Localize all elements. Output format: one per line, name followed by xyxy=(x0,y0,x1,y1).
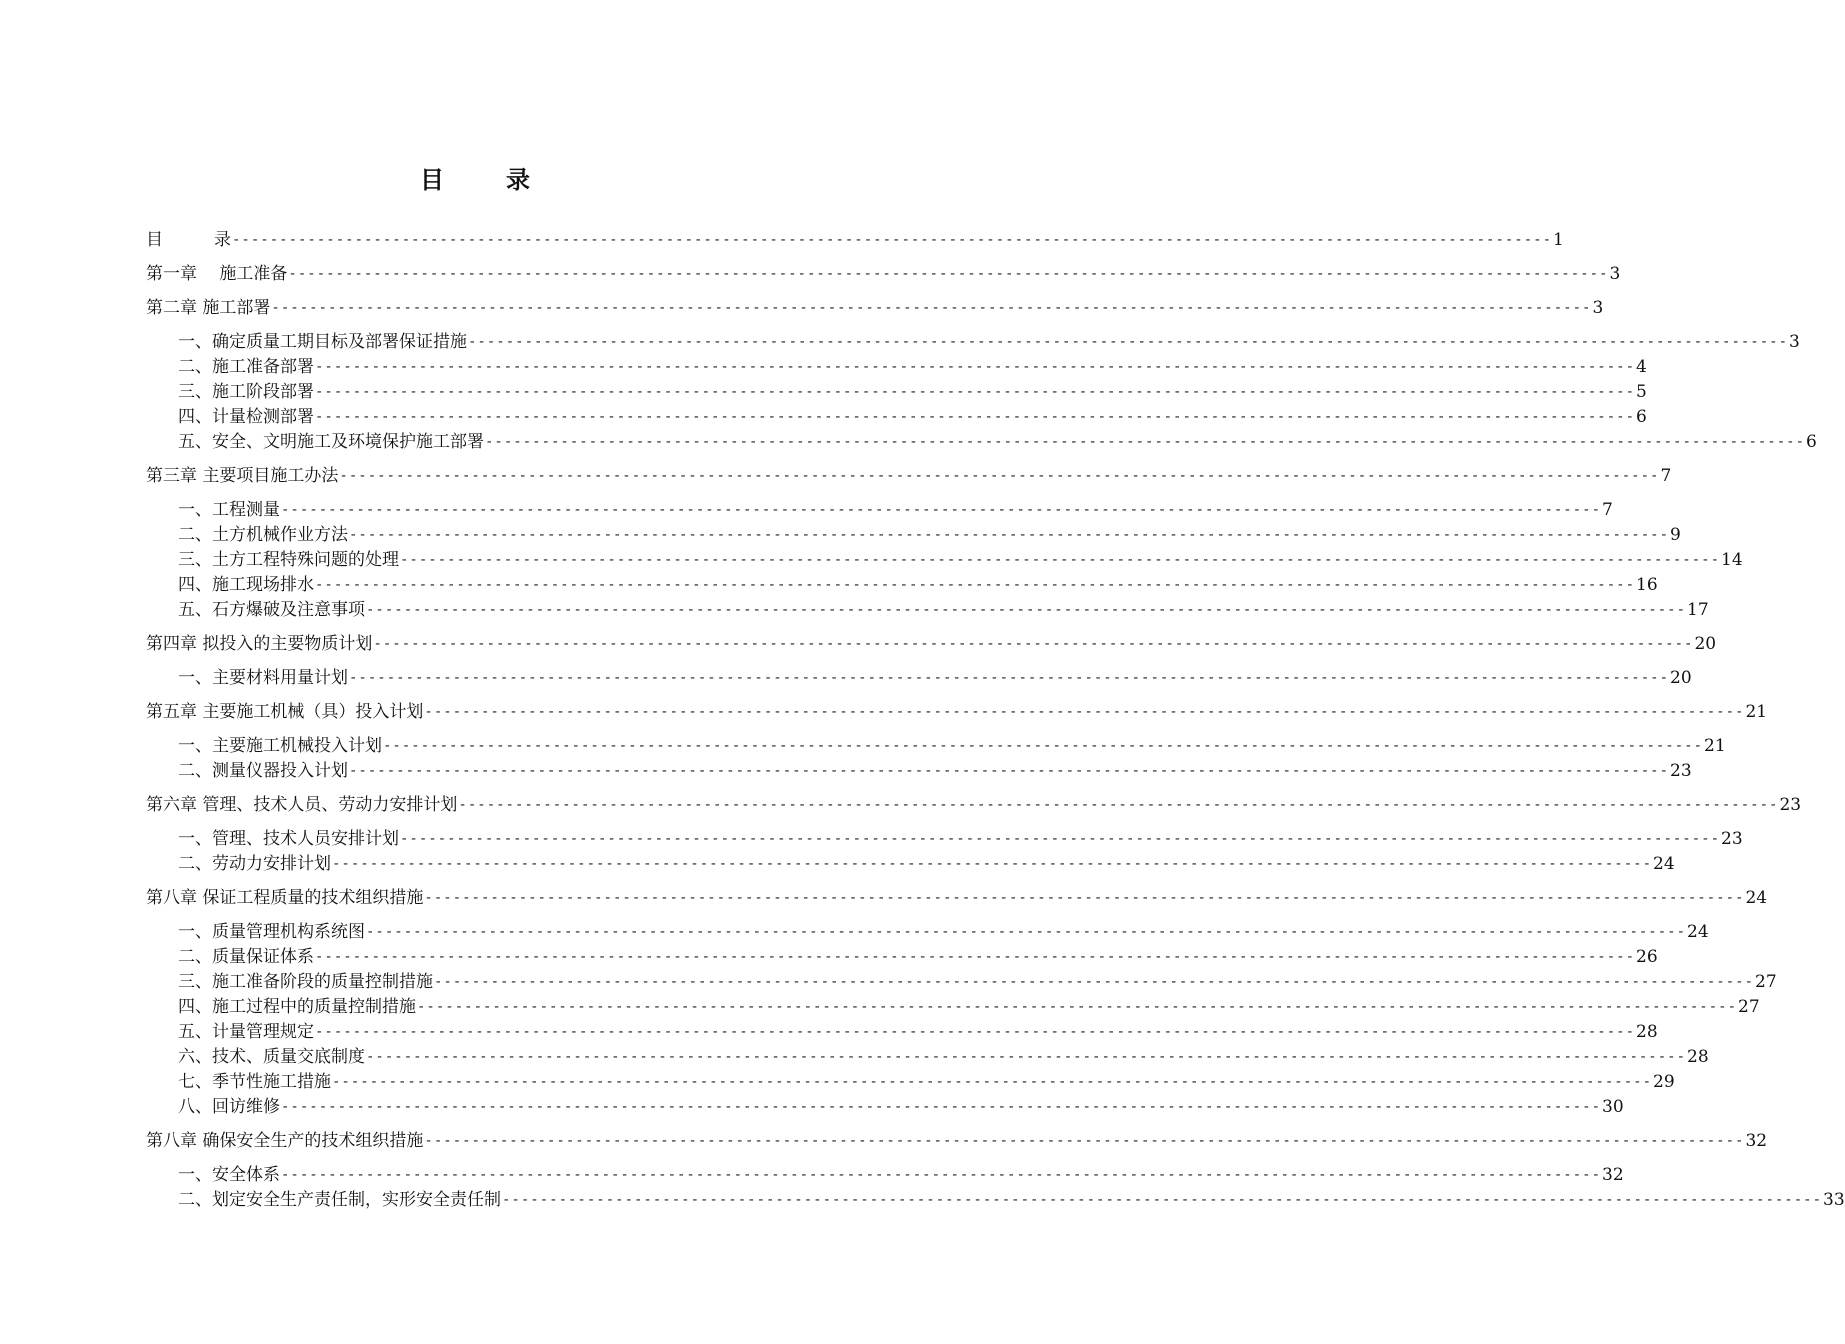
toc-section-entry[interactable] xyxy=(146,920,1709,945)
title-char-1: 目 xyxy=(420,166,444,194)
toc-page-number: 28 xyxy=(1636,1022,1658,1042)
toc-entry-label: 一、主要材料用量计划 xyxy=(178,668,348,688)
toc-entry-label: 二、劳动力安排计划 xyxy=(178,854,331,874)
toc-section-entry[interactable] xyxy=(146,1163,1624,1188)
dot-leader: -------------------------------------------------------------------------------------------------------------------------------------------- xyxy=(315,1024,1636,1040)
toc-page-number: 27 xyxy=(1755,972,1777,992)
toc-page-number: 7 xyxy=(1660,466,1672,486)
dot-leader: -------------------------------------------------------------------------------------------------------------------------------------------- xyxy=(281,1167,1602,1183)
toc-page-number: 6 xyxy=(1806,432,1817,452)
toc-entry-label: 一、安全体系 xyxy=(178,1165,280,1185)
toc-section-entry[interactable] xyxy=(146,355,1647,380)
toc-section-entry[interactable] xyxy=(146,1070,1675,1095)
dot-leader: -------------------------------------------------------------------------------------------------------------------------------------------- xyxy=(281,502,1602,518)
dot-leader: -------------------------------------------------------------------------------------------------------------------------------------------- xyxy=(332,1074,1653,1090)
dot-leader: -------------------------------------------------------------------------------------------------------------------------------------------- xyxy=(485,434,1806,450)
toc-section-entry[interactable] xyxy=(146,945,1658,970)
toc-page-number: 6 xyxy=(1636,407,1647,427)
toc-section-entry[interactable] xyxy=(146,827,1743,852)
toc-page-number: 28 xyxy=(1687,1047,1709,1067)
toc-page-number: 3 xyxy=(1789,332,1800,352)
toc-chapter-entry[interactable] xyxy=(146,262,1621,287)
toc-entry-label: 第八章 确保安全生产的技术组织措施 xyxy=(146,1131,424,1151)
dot-leader: -------------------------------------------------------------------------------------------------------------------------------------------- xyxy=(417,999,1738,1015)
toc-page-number: 30 xyxy=(1602,1097,1624,1117)
toc-page-number: 5 xyxy=(1636,382,1647,402)
dot-leader: -------------------------------------------------------------------------------------------------------------------------------------------- xyxy=(458,797,1779,813)
toc-page-number: 24 xyxy=(1687,922,1709,942)
toc-entry-label: 三、施工阶段部署 xyxy=(178,382,314,402)
dot-leader: -------------------------------------------------------------------------------------------------------------------------------------------- xyxy=(349,763,1670,779)
toc-section-entry[interactable] xyxy=(146,523,1681,548)
toc-entry-label: 五、计量管理规定 xyxy=(178,1022,314,1042)
toc-page-number: 7 xyxy=(1602,500,1613,520)
toc-page-number: 20 xyxy=(1670,668,1692,688)
toc-entry-label: 五、安全、文明施工及环境保护施工部署 xyxy=(178,432,484,452)
toc-entry-label: 一、工程测量 xyxy=(178,500,280,520)
toc-entry-label: 二、测量仪器投入计划 xyxy=(178,761,348,781)
dot-leader: -------------------------------------------------------------------------------------------------------------------------------------------- xyxy=(434,974,1755,990)
toc-entry-label: 第四章 拟投入的主要物质计划 xyxy=(146,634,373,654)
toc-page-number: 26 xyxy=(1636,947,1658,967)
toc-entry-label: 四、施工现场排水 xyxy=(178,575,314,595)
toc-page-number: 14 xyxy=(1721,550,1743,570)
toc-page-number: 33 xyxy=(1823,1190,1845,1210)
toc-section-entry[interactable] xyxy=(146,759,1692,784)
toc-section-entry[interactable] xyxy=(146,666,1692,691)
toc-entry-label: 一、管理、技术人员安排计划 xyxy=(178,829,399,849)
toc-entry-label: 六、技术、质量交底制度 xyxy=(178,1047,365,1067)
dot-leader: -------------------------------------------------------------------------------------------------------------------------------------------- xyxy=(332,856,1653,872)
toc-page-number: 23 xyxy=(1721,829,1743,849)
dot-leader: -------------------------------------------------------------------------------------------------------------------------------------------- xyxy=(315,359,1636,375)
toc-entry-label: 二、土方机械作业方法 xyxy=(178,525,348,545)
toc-entry-label: 五、石方爆破及注意事项 xyxy=(178,600,365,620)
toc-page-number: 32 xyxy=(1745,1131,1768,1151)
dot-leader: -------------------------------------------------------------------------------------------------------------------------------------------- xyxy=(366,1049,1687,1065)
toc-page-number: 23 xyxy=(1670,761,1692,781)
toc-page-number: 29 xyxy=(1653,1072,1675,1092)
toc-section-entry[interactable] xyxy=(146,1045,1709,1070)
dot-leader: -------------------------------------------------------------------------------------------------------------------------------------------- xyxy=(315,384,1636,400)
toc-section-entry[interactable] xyxy=(146,380,1647,405)
dot-leader: -------------------------------------------------------------------------------------------------------------------------------------------- xyxy=(315,577,1636,593)
toc-section-entry[interactable] xyxy=(146,598,1709,623)
dot-leader: -------------------------------------------------------------------------------------------------------------------------------------------- xyxy=(366,602,1687,618)
toc-entry-label: 四、计量检测部署 xyxy=(178,407,314,427)
dot-leader: -------------------------------------------------------------------------------------------------------------------------------------------- xyxy=(424,1133,1745,1149)
dot-leader: -------------------------------------------------------------------------------------------------------------------------------------------- xyxy=(349,670,1670,686)
toc-entry-label: 第三章 主要项目施工办法 xyxy=(146,466,339,486)
toc-page-number: 27 xyxy=(1738,997,1760,1017)
toc-entry-label: 二、质量保证体系 xyxy=(178,947,314,967)
toc-chapter-entry[interactable] xyxy=(146,793,1802,818)
dot-leader: -------------------------------------------------------------------------------------------------------------------------------------------- xyxy=(281,1099,1602,1115)
toc-section-entry[interactable] xyxy=(146,1095,1624,1120)
toc-page-number: 17 xyxy=(1687,600,1709,620)
dot-leader: -------------------------------------------------------------------------------------------------------------------------------------------- xyxy=(400,831,1721,847)
toc-page-number: 32 xyxy=(1602,1165,1624,1185)
toc-section-entry[interactable] xyxy=(146,852,1675,877)
toc-page-number: 16 xyxy=(1636,575,1658,595)
dot-leader: -------------------------------------------------------------------------------------------------------------------------------------------- xyxy=(502,1192,1823,1208)
toc-section-entry[interactable] xyxy=(146,498,1613,523)
toc-page-number: 23 xyxy=(1779,795,1802,815)
dot-leader: -------------------------------------------------------------------------------------------------------------------------------------------- xyxy=(383,738,1704,754)
toc-chapter-entry[interactable] xyxy=(146,296,1604,321)
toc-entry-label: 第五章 主要施工机械（具）投入计划 xyxy=(146,702,424,722)
toc-entry-label: 一、确定质量工期目标及部署保证措施 xyxy=(178,332,467,352)
toc-entry-label: 第六章 管理、技术人员、劳动力安排计划 xyxy=(146,795,458,815)
toc-section-entry[interactable] xyxy=(146,1020,1658,1045)
toc-entry-label: 一、质量管理机构系统图 xyxy=(178,922,365,942)
dot-leader: -------------------------------------------------------------------------------------------------------------------------------------------- xyxy=(366,924,1687,940)
toc-entry-label: 七、季节性施工措施 xyxy=(178,1072,331,1092)
toc-section-entry[interactable] xyxy=(146,330,1800,355)
toc-section-entry[interactable] xyxy=(146,734,1726,759)
toc-entry-label: 一、主要施工机械投入计划 xyxy=(178,736,382,756)
toc-entry-label: 四、施工过程中的质量控制措施 xyxy=(178,997,416,1017)
toc-chapter-entry[interactable] xyxy=(146,228,1564,253)
toc-chapter-entry[interactable] xyxy=(146,700,1768,725)
toc-chapter-entry[interactable] xyxy=(146,632,1717,657)
toc-section-entry[interactable] xyxy=(146,405,1647,430)
toc-page-number: 21 xyxy=(1704,736,1726,756)
toc-page-number: 3 xyxy=(1609,264,1621,284)
toc-section-entry[interactable] xyxy=(146,430,1817,455)
toc-entry-label: 八、回访维修 xyxy=(178,1097,280,1117)
dot-leader: -------------------------------------------------------------------------------------------------------------------------------------------- xyxy=(349,527,1670,543)
toc-chapter-entry[interactable] xyxy=(146,886,1768,911)
dot-leader: -------------------------------------------------------------------------------------------------------------------------------------------- xyxy=(468,334,1789,350)
dot-leader: -------------------------------------------------------------------------------------------------------------------------------------------- xyxy=(424,704,1745,720)
toc-entry-label: 二、划定安全生产责任制，实形安全责任制 xyxy=(178,1190,501,1210)
dot-leader: -------------------------------------------------------------------------------------------------------------------------------------------- xyxy=(288,266,1609,282)
toc-page-number: 9 xyxy=(1670,525,1681,545)
table-of-contents xyxy=(146,228,1845,1213)
dot-leader: -------------------------------------------------------------------------------------------------------------------------------------------- xyxy=(373,636,1694,652)
toc-entry-label: 目 录 xyxy=(146,230,231,250)
toc-entry-label: 第八章 保证工程质量的技术组织措施 xyxy=(146,888,424,908)
dot-leader: -------------------------------------------------------------------------------------------------------------------------------------------- xyxy=(271,300,1592,316)
toc-page-number: 20 xyxy=(1694,634,1717,654)
toc-page-number: 3 xyxy=(1592,298,1604,318)
toc-entry-label: 三、施工准备阶段的质量控制措施 xyxy=(178,972,433,992)
page-title xyxy=(0,160,950,195)
toc-page-number: 24 xyxy=(1653,854,1675,874)
toc-chapter-entry[interactable] xyxy=(146,1129,1768,1154)
toc-section-entry[interactable] xyxy=(146,970,1777,995)
dot-leader: -------------------------------------------------------------------------------------------------------------------------------------------- xyxy=(339,468,1660,484)
toc-section-entry[interactable] xyxy=(146,573,1658,598)
dot-leader: -------------------------------------------------------------------------------------------------------------------------------------------- xyxy=(315,949,1636,965)
dot-leader: -------------------------------------------------------------------------------------------------------------------------------------------- xyxy=(315,409,1636,425)
toc-page-number: 1 xyxy=(1553,230,1564,250)
title-char-2: 录 xyxy=(506,166,530,194)
toc-section-entry[interactable] xyxy=(146,995,1760,1020)
toc-entry-label: 二、施工准备部署 xyxy=(178,357,314,377)
toc-chapter-entry[interactable] xyxy=(146,464,1672,489)
toc-page-number: 21 xyxy=(1745,702,1768,722)
toc-page-number: 24 xyxy=(1745,888,1768,908)
toc-entry-label: 第二章 施工部署 xyxy=(146,298,271,318)
dot-leader: -------------------------------------------------------------------------------------------------------------------------------------------- xyxy=(232,232,1553,248)
toc-entry-label: 三、土方工程特殊问题的处理 xyxy=(178,550,399,570)
toc-entry-label: 第一章 施工准备 xyxy=(146,264,288,284)
dot-leader: -------------------------------------------------------------------------------------------------------------------------------------------- xyxy=(424,890,1745,906)
toc-section-entry[interactable] xyxy=(146,1188,1845,1213)
dot-leader: -------------------------------------------------------------------------------------------------------------------------------------------- xyxy=(400,552,1721,568)
toc-section-entry[interactable] xyxy=(146,548,1743,573)
toc-page-number: 4 xyxy=(1636,357,1647,377)
